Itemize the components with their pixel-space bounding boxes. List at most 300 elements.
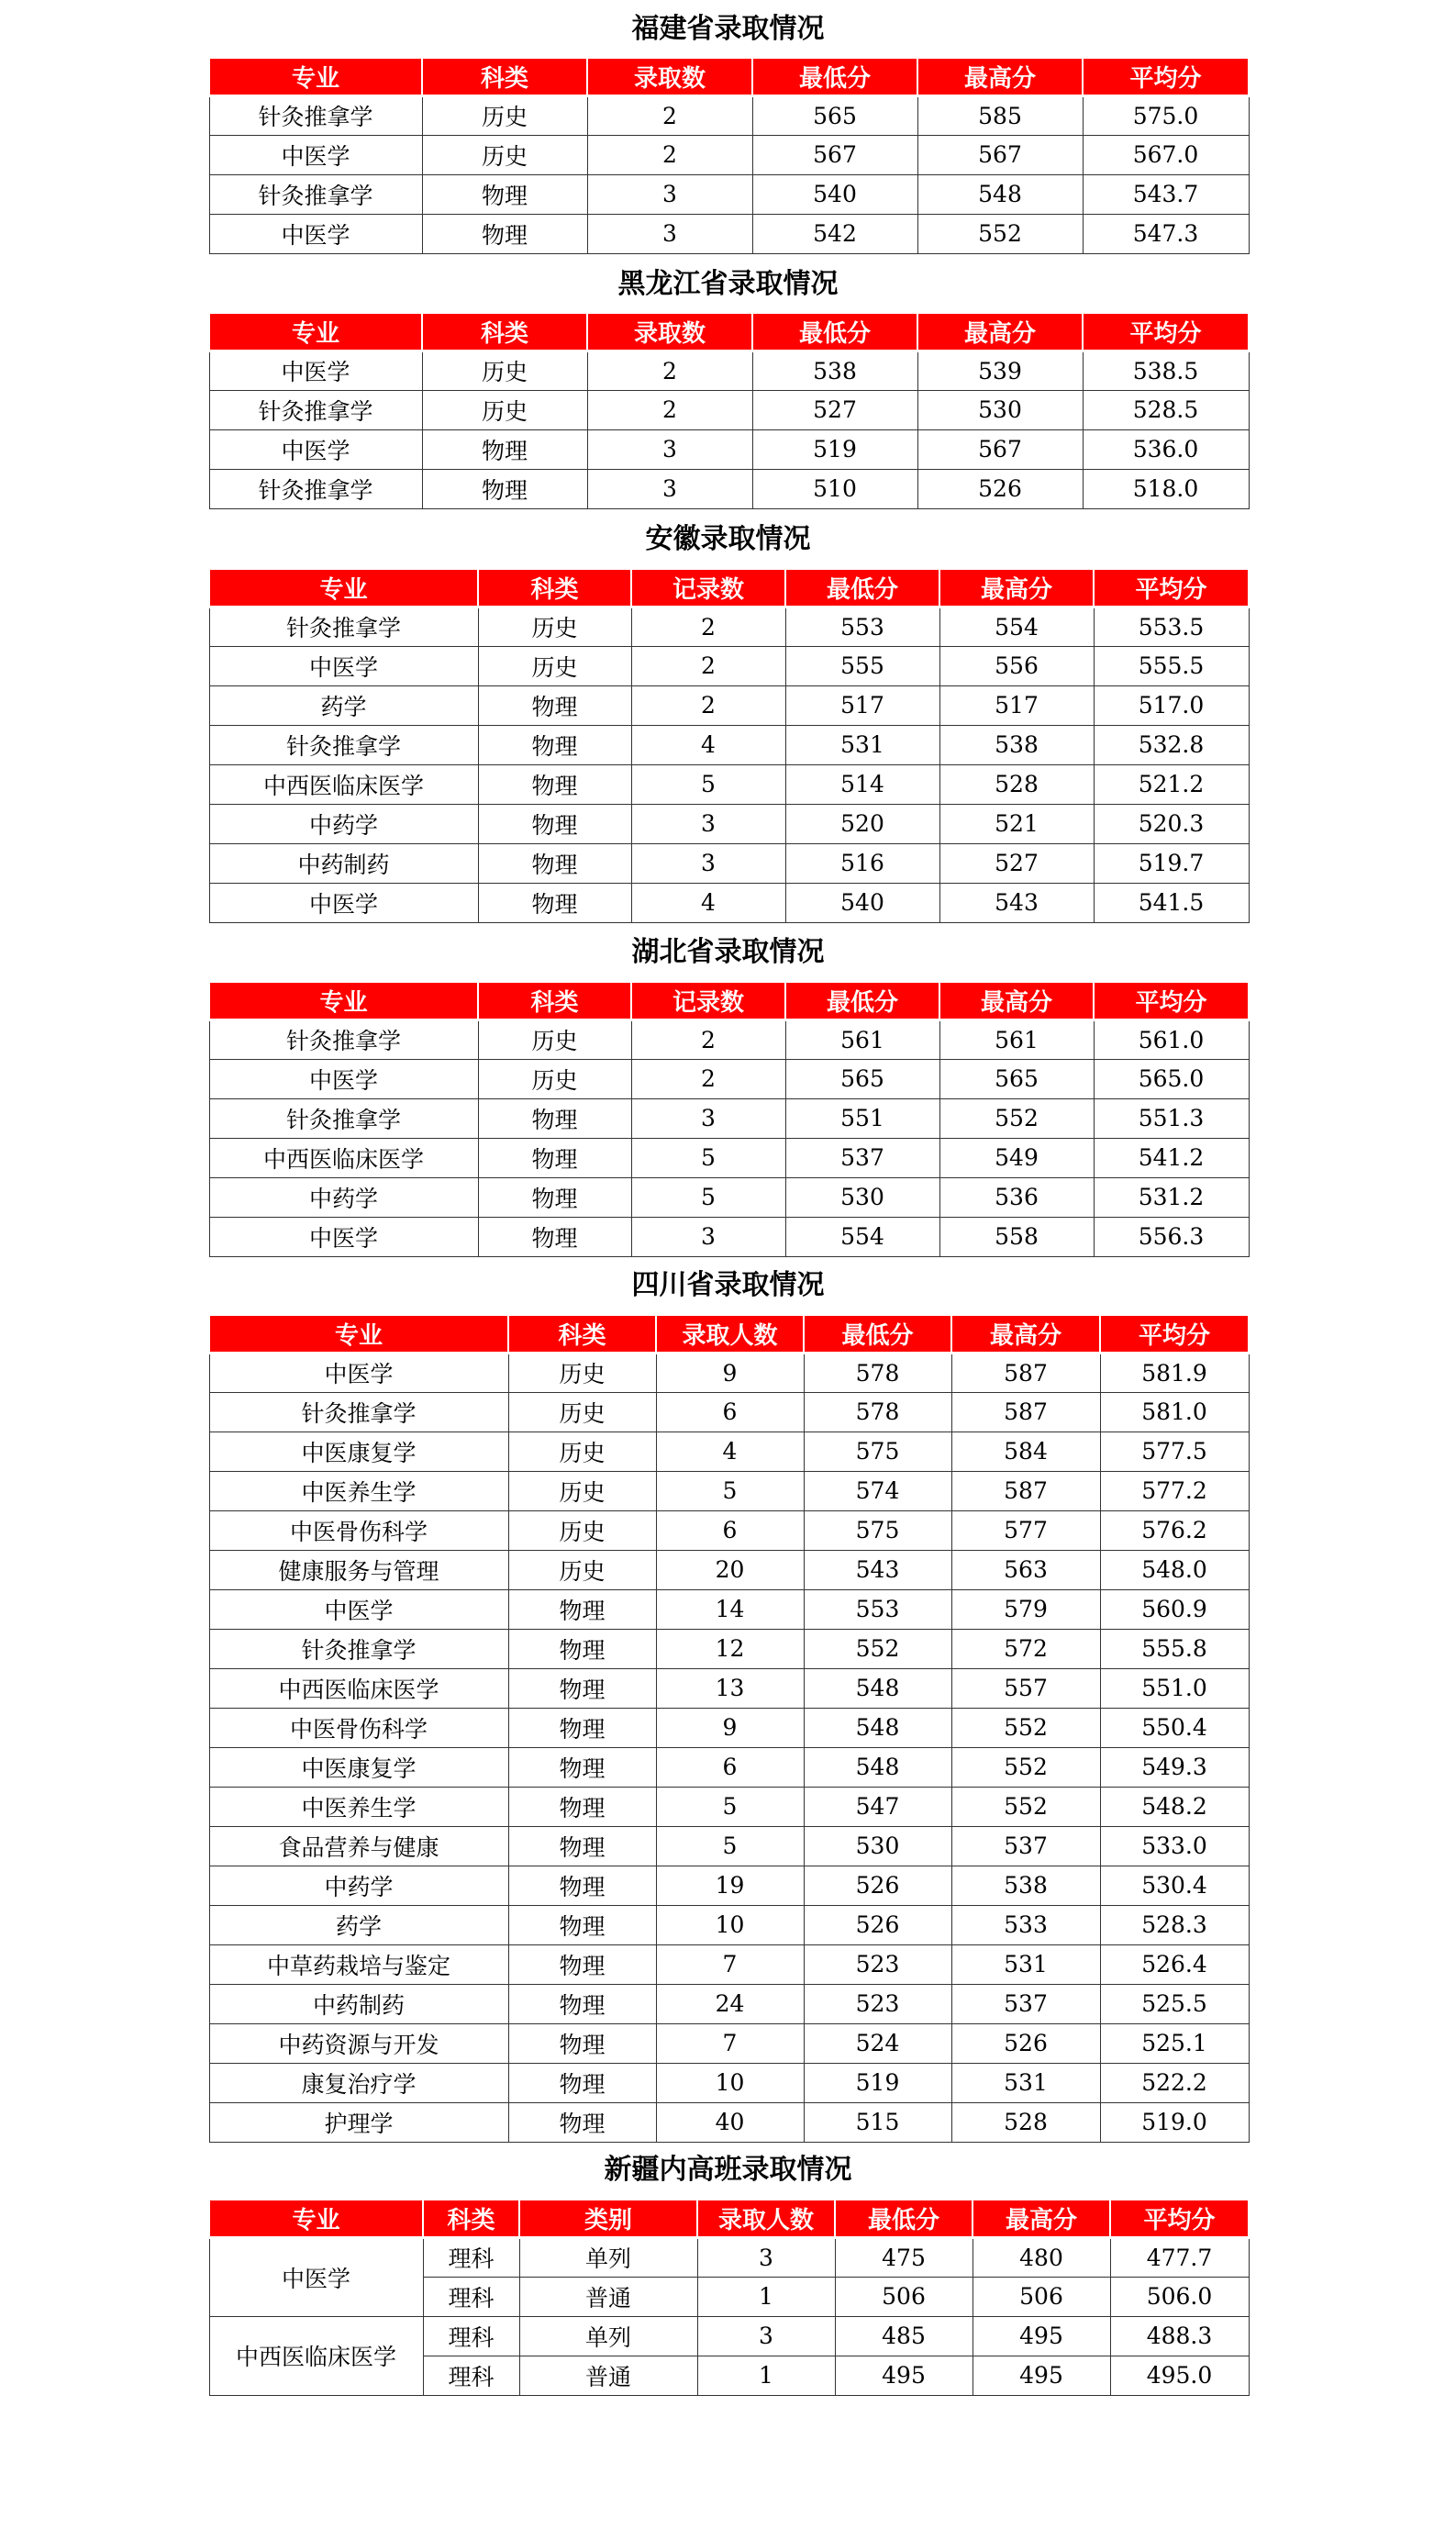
table-cell: 575.0	[1083, 95, 1249, 135]
table-cell: 单列	[519, 2237, 697, 2277]
table-cell: 517	[785, 685, 939, 725]
table-cell: 3	[587, 174, 752, 214]
table-row	[209, 607, 1249, 646]
table-cell: 537	[785, 1138, 939, 1177]
table-row	[209, 843, 1249, 883]
header-category: 科类	[422, 59, 587, 95]
header-min-score: 最低分	[804, 1316, 951, 1353]
table-cell: 物理	[478, 1217, 631, 1256]
table-cell: 12	[656, 1629, 804, 1668]
major-cell: 护理学	[209, 2102, 508, 2142]
table-cell: 528.5	[1083, 390, 1249, 429]
major-cell: 中医养生学	[209, 1471, 508, 1510]
table-cell: 物理	[478, 685, 631, 725]
table-cell: 543.7	[1083, 174, 1249, 214]
table-cell: 506.0	[1110, 2277, 1249, 2316]
header-category: 科类	[478, 983, 631, 1019]
table-cell: 552	[951, 1747, 1100, 1787]
header-admitted: 录取人数	[697, 2200, 835, 2237]
table-cell: 587	[951, 1353, 1100, 1392]
table-cell: 540	[785, 883, 939, 922]
table-cell: 551	[785, 1098, 939, 1138]
major-cell: 中医学	[209, 2237, 423, 2316]
table-cell: 540	[752, 174, 917, 214]
table-cell: 物理	[478, 764, 631, 804]
major-cell: 中药学	[209, 1866, 508, 1905]
table-cell: 547.3	[1083, 214, 1249, 253]
fujian-title: 福建省录取情况	[631, 13, 825, 45]
table-row	[209, 1059, 1249, 1098]
major-cell: 中医康复学	[209, 1747, 508, 1787]
header-admitted: 记录数	[631, 983, 785, 1019]
table-cell: 547	[804, 1787, 951, 1826]
table-cell: 551.0	[1100, 1668, 1249, 1708]
table-cell: 577.5	[1100, 1432, 1249, 1471]
table-cell: 506	[973, 2277, 1110, 2316]
table-row	[209, 1589, 1249, 1629]
table-cell: 3	[631, 804, 785, 843]
table-cell: 530	[804, 1826, 951, 1866]
table-cell: 552	[939, 1098, 1094, 1138]
table-cell: 538.5	[1083, 351, 1249, 390]
major-cell: 中药学	[209, 1177, 478, 1217]
table-cell: 物理	[508, 1905, 656, 1944]
major-cell: 中医学	[209, 214, 422, 253]
table-cell: 552	[917, 214, 1083, 253]
major-cell: 药学	[209, 1905, 508, 1944]
table-cell: 575	[804, 1510, 951, 1550]
table-cell: 531	[951, 1944, 1100, 1984]
table-row	[209, 883, 1249, 922]
table-row	[209, 1668, 1249, 1708]
table-cell: 物理	[478, 1098, 631, 1138]
table-cell: 572	[951, 1629, 1100, 1668]
table-cell: 565	[785, 1059, 939, 1098]
table-cell: 物理	[508, 2023, 656, 2063]
table-row	[209, 429, 1249, 469]
header-row	[209, 1316, 1249, 1353]
major-cell: 中医学	[209, 1059, 478, 1098]
header-row	[209, 2200, 1249, 2237]
table-cell: 480	[973, 2237, 1110, 2277]
table-cell: 528	[951, 2102, 1100, 2142]
table-cell: 3	[697, 2237, 835, 2277]
major-cell: 中医学	[209, 1353, 508, 1392]
table-cell: 549.3	[1100, 1747, 1249, 1787]
major-cell: 针灸推拿学	[209, 390, 422, 429]
table-cell: 理科	[423, 2277, 519, 2316]
table-cell: 526	[804, 1905, 951, 1944]
table-row	[209, 1510, 1249, 1550]
table-cell: 历史	[478, 1019, 631, 1059]
hubei-table	[208, 983, 1250, 1257]
table-cell: 553	[785, 607, 939, 646]
header-max-score: 最高分	[973, 2200, 1110, 2237]
table-cell: 7	[656, 2023, 804, 2063]
table-cell: 548.2	[1100, 1787, 1249, 1826]
table-cell: 物理	[478, 725, 631, 764]
table-cell: 525.5	[1100, 1984, 1249, 2023]
major-cell: 中医学	[209, 1217, 478, 1256]
xinjiang-title: 新疆内高班录取情况	[604, 2154, 852, 2186]
table-cell: 物理	[422, 174, 587, 214]
table-cell: 物理	[422, 214, 587, 253]
table-cell: 历史	[422, 390, 587, 429]
table-cell: 495	[835, 2356, 973, 2395]
table-cell: 理科	[423, 2316, 519, 2356]
table-cell: 554	[785, 1217, 939, 1256]
table-cell: 530.4	[1100, 1866, 1249, 1905]
table-cell: 物理	[508, 1944, 656, 1984]
table-row	[209, 1747, 1249, 1787]
table-cell: 581.0	[1100, 1392, 1249, 1432]
major-cell: 中医学	[209, 646, 478, 685]
table-cell: 552	[951, 1787, 1100, 1826]
table-cell: 单列	[519, 2316, 697, 2356]
table-cell: 19	[656, 1866, 804, 1905]
header-type: 类别	[519, 2200, 697, 2237]
header-min-score: 最低分	[785, 570, 939, 607]
table-row	[209, 390, 1249, 429]
table-cell: 物理	[508, 1668, 656, 1708]
table-cell: 13	[656, 1668, 804, 1708]
table-cell: 9	[656, 1353, 804, 1392]
table-cell: 578	[804, 1353, 951, 1392]
table-cell: 548	[804, 1668, 951, 1708]
table-row	[209, 135, 1249, 174]
header-major: 专业	[209, 570, 478, 607]
major-cell: 中医骨伤科学	[209, 1708, 508, 1747]
table-row	[209, 2063, 1249, 2102]
table-cell: 10	[656, 1905, 804, 1944]
table-cell: 519.7	[1094, 843, 1249, 883]
table-cell: 526	[917, 469, 1083, 508]
table-cell: 历史	[508, 1353, 656, 1392]
header-avg-score: 平均分	[1100, 1316, 1249, 1353]
table-cell: 574	[804, 1471, 951, 1510]
major-cell: 针灸推拿学	[209, 174, 422, 214]
table-cell: 530	[917, 390, 1083, 429]
anhui-title: 安徽录取情况	[645, 523, 811, 555]
table-row	[209, 1138, 1249, 1177]
table-row	[209, 2237, 1249, 2277]
table-cell: 5	[631, 1177, 785, 1217]
header-min-score: 最低分	[752, 314, 917, 351]
table-cell: 516	[785, 843, 939, 883]
header-admitted: 记录数	[631, 570, 785, 607]
table-cell: 5	[631, 1138, 785, 1177]
table-row	[209, 2023, 1249, 2063]
table-cell: 553.5	[1094, 607, 1249, 646]
major-cell: 食品营养与健康	[209, 1826, 508, 1866]
major-cell: 健康服务与管理	[209, 1550, 508, 1589]
table-cell: 理科	[423, 2237, 519, 2277]
table-cell: 543	[939, 883, 1094, 922]
table-cell: 物理	[422, 429, 587, 469]
table-cell: 475	[835, 2237, 973, 2277]
header-min-score: 最低分	[785, 983, 939, 1019]
table-cell: 565.0	[1094, 1059, 1249, 1098]
table-cell: 550.4	[1100, 1708, 1249, 1747]
table-cell: 24	[656, 1984, 804, 2023]
major-cell: 针灸推拿学	[209, 607, 478, 646]
table-cell: 565	[752, 95, 917, 135]
table-row	[209, 2316, 1249, 2356]
table-cell: 554	[939, 607, 1094, 646]
table-cell: 555.5	[1094, 646, 1249, 685]
major-cell: 中医学	[209, 1589, 508, 1629]
table-cell: 4	[656, 1432, 804, 1471]
table-cell: 9	[656, 1708, 804, 1747]
table-cell: 3	[631, 843, 785, 883]
table-cell: 2	[631, 646, 785, 685]
major-cell: 针灸推拿学	[209, 725, 478, 764]
table-cell: 40	[656, 2102, 804, 2142]
table-cell: 528.3	[1100, 1905, 1249, 1944]
major-cell: 针灸推拿学	[209, 1019, 478, 1059]
major-cell: 中药学	[209, 804, 478, 843]
table-cell: 585	[917, 95, 1083, 135]
header-row	[209, 570, 1249, 607]
header-max-score: 最高分	[951, 1316, 1100, 1353]
table-cell: 10	[656, 2063, 804, 2102]
table-cell: 575	[804, 1432, 951, 1471]
major-cell: 中草药栽培与鉴定	[209, 1944, 508, 1984]
table-cell: 3	[631, 1217, 785, 1256]
table-cell: 510	[752, 469, 917, 508]
table-cell: 522.2	[1100, 2063, 1249, 2102]
table-cell: 552	[951, 1708, 1100, 1747]
table-cell: 526.4	[1100, 1944, 1249, 1984]
table-cell: 物理	[508, 1629, 656, 1668]
table-cell: 581.9	[1100, 1353, 1249, 1392]
table-cell: 5	[656, 1787, 804, 1826]
major-cell: 中西医临床医学	[209, 2316, 423, 2395]
table-cell: 587	[951, 1392, 1100, 1432]
table-cell: 6	[656, 1392, 804, 1432]
table-cell: 533	[951, 1905, 1100, 1944]
table-row	[209, 1098, 1249, 1138]
table-cell: 551.3	[1094, 1098, 1249, 1138]
table-cell: 495	[973, 2316, 1110, 2356]
table-cell: 历史	[478, 607, 631, 646]
table-cell: 2	[587, 390, 752, 429]
table-cell: 527	[939, 843, 1094, 883]
table-cell: 548	[804, 1747, 951, 1787]
header-major: 专业	[209, 2200, 423, 2237]
table-row	[209, 685, 1249, 725]
table-cell: 物理	[478, 883, 631, 922]
table-row	[209, 804, 1249, 843]
table-cell: 525.1	[1100, 2023, 1249, 2063]
table-cell: 537	[951, 1984, 1100, 2023]
table-row	[209, 1550, 1249, 1589]
major-cell: 中西医临床医学	[209, 1138, 478, 1177]
table-cell: 533.0	[1100, 1826, 1249, 1866]
table-cell: 587	[951, 1471, 1100, 1510]
table-cell: 553	[804, 1589, 951, 1629]
table-cell: 561	[939, 1019, 1094, 1059]
table-cell: 历史	[478, 1059, 631, 1098]
table-cell: 541.2	[1094, 1138, 1249, 1177]
table-cell: 14	[656, 1589, 804, 1629]
table-cell: 577	[951, 1510, 1100, 1550]
table-cell: 517.0	[1094, 685, 1249, 725]
major-cell: 针灸推拿学	[209, 469, 422, 508]
table-row	[209, 1353, 1249, 1392]
table-cell: 5	[631, 764, 785, 804]
table-cell: 520	[785, 804, 939, 843]
table-row	[209, 1826, 1249, 1866]
table-cell: 7	[656, 1944, 804, 1984]
table-cell: 物理	[508, 1589, 656, 1629]
table-cell: 6	[656, 1747, 804, 1787]
table-cell: 3	[587, 214, 752, 253]
major-cell: 针灸推拿学	[209, 1392, 508, 1432]
table-cell: 567	[917, 135, 1083, 174]
table-cell: 557	[951, 1668, 1100, 1708]
table-cell: 567.0	[1083, 135, 1249, 174]
table-cell: 524	[804, 2023, 951, 2063]
table-row	[209, 174, 1249, 214]
anhui-table	[208, 570, 1250, 923]
table-cell: 567	[917, 429, 1083, 469]
table-row	[209, 646, 1249, 685]
table-cell: 558	[939, 1217, 1094, 1256]
table-cell: 548.0	[1100, 1550, 1249, 1589]
table-cell: 556	[939, 646, 1094, 685]
header-major: 专业	[209, 1316, 508, 1353]
table-cell: 2	[587, 95, 752, 135]
table-cell: 2	[631, 685, 785, 725]
table-cell: 物理	[508, 2063, 656, 2102]
header-major: 专业	[209, 59, 422, 95]
table-row	[209, 1905, 1249, 1944]
table-cell: 477.7	[1110, 2237, 1249, 2277]
table-cell: 549	[939, 1138, 1094, 1177]
fujian-table	[208, 59, 1250, 254]
table-cell: 539	[917, 351, 1083, 390]
table-row	[209, 1392, 1249, 1432]
header-category: 科类	[423, 2200, 519, 2237]
sichuan-table	[208, 1316, 1250, 2143]
header-avg-score: 平均分	[1094, 983, 1249, 1019]
header-major: 专业	[209, 983, 478, 1019]
table-cell: 物理	[478, 843, 631, 883]
table-cell: 495	[973, 2356, 1110, 2395]
major-cell: 中西医临床医学	[209, 1668, 508, 1708]
sichuan-title: 四川省录取情况	[631, 1269, 825, 1301]
major-cell: 中药制药	[209, 1984, 508, 2023]
table-cell: 517	[939, 685, 1094, 725]
major-cell: 中医学	[209, 351, 422, 390]
table-cell: 物理	[478, 1177, 631, 1217]
table-cell: 3	[631, 1098, 785, 1138]
table-cell: 5	[656, 1826, 804, 1866]
table-cell: 531	[951, 2063, 1100, 2102]
heilongjiang-table	[208, 314, 1250, 509]
table-cell: 物理	[422, 469, 587, 508]
header-max-score: 最高分	[939, 570, 1094, 607]
header-avg-score: 平均分	[1094, 570, 1249, 607]
header-min-score: 最低分	[835, 2200, 973, 2237]
table-cell: 542	[752, 214, 917, 253]
table-cell: 578	[804, 1392, 951, 1432]
table-row	[209, 1708, 1249, 1747]
table-row	[209, 1984, 1249, 2023]
table-cell: 历史	[422, 95, 587, 135]
table-cell: 2	[631, 1019, 785, 1059]
table-cell: 历史	[508, 1392, 656, 1432]
header-avg-score: 平均分	[1083, 59, 1249, 95]
table-cell: 1	[697, 2356, 835, 2395]
header-max-score: 最高分	[917, 314, 1083, 351]
header-min-score: 最低分	[752, 59, 917, 95]
table-cell: 物理	[508, 1787, 656, 1826]
table-cell: 历史	[508, 1510, 656, 1550]
table-cell: 历史	[508, 1550, 656, 1589]
table-cell: 531	[785, 725, 939, 764]
table-cell: 3	[697, 2316, 835, 2356]
table-row	[209, 725, 1249, 764]
table-row	[209, 95, 1249, 135]
major-cell: 中医学	[209, 883, 478, 922]
table-row	[209, 351, 1249, 390]
table-cell: 536.0	[1083, 429, 1249, 469]
table-cell: 理科	[423, 2356, 519, 2395]
table-cell: 561.0	[1094, 1019, 1249, 1059]
table-cell: 538	[951, 1866, 1100, 1905]
table-cell: 518.0	[1083, 469, 1249, 508]
hubei-title: 湖北省录取情况	[631, 936, 825, 968]
table-row	[209, 764, 1249, 804]
table-cell: 485	[835, 2316, 973, 2356]
table-cell: 567	[752, 135, 917, 174]
table-cell: 526	[804, 1866, 951, 1905]
table-cell: 2	[631, 1059, 785, 1098]
table-cell: 579	[951, 1589, 1100, 1629]
table-cell: 536	[939, 1177, 1094, 1217]
table-cell: 1	[697, 2277, 835, 2316]
table-cell: 历史	[422, 351, 587, 390]
header-row	[209, 983, 1249, 1019]
table-cell: 物理	[508, 1866, 656, 1905]
table-cell: 576.2	[1100, 1510, 1249, 1550]
header-avg-score: 平均分	[1110, 2200, 1249, 2237]
major-cell: 中西医临床医学	[209, 764, 478, 804]
header-max-score: 最高分	[917, 59, 1083, 95]
table-cell: 530	[785, 1177, 939, 1217]
table-cell: 541.5	[1094, 883, 1249, 922]
table-cell: 4	[631, 883, 785, 922]
table-cell: 548	[917, 174, 1083, 214]
table-cell: 物理	[478, 804, 631, 843]
major-cell: 药学	[209, 685, 478, 725]
major-cell: 中医学	[209, 429, 422, 469]
major-cell: 针灸推拿学	[209, 1098, 478, 1138]
table-cell: 532.8	[1094, 725, 1249, 764]
table-row	[209, 1432, 1249, 1471]
table-cell: 2	[631, 607, 785, 646]
table-cell: 历史	[478, 646, 631, 685]
table-cell: 584	[951, 1432, 1100, 1471]
table-cell: 物理	[508, 1826, 656, 1866]
header-category: 科类	[422, 314, 587, 351]
table-cell: 555	[785, 646, 939, 685]
table-cell: 552	[804, 1629, 951, 1668]
major-cell: 中医养生学	[209, 1787, 508, 1826]
table-cell: 538	[939, 725, 1094, 764]
